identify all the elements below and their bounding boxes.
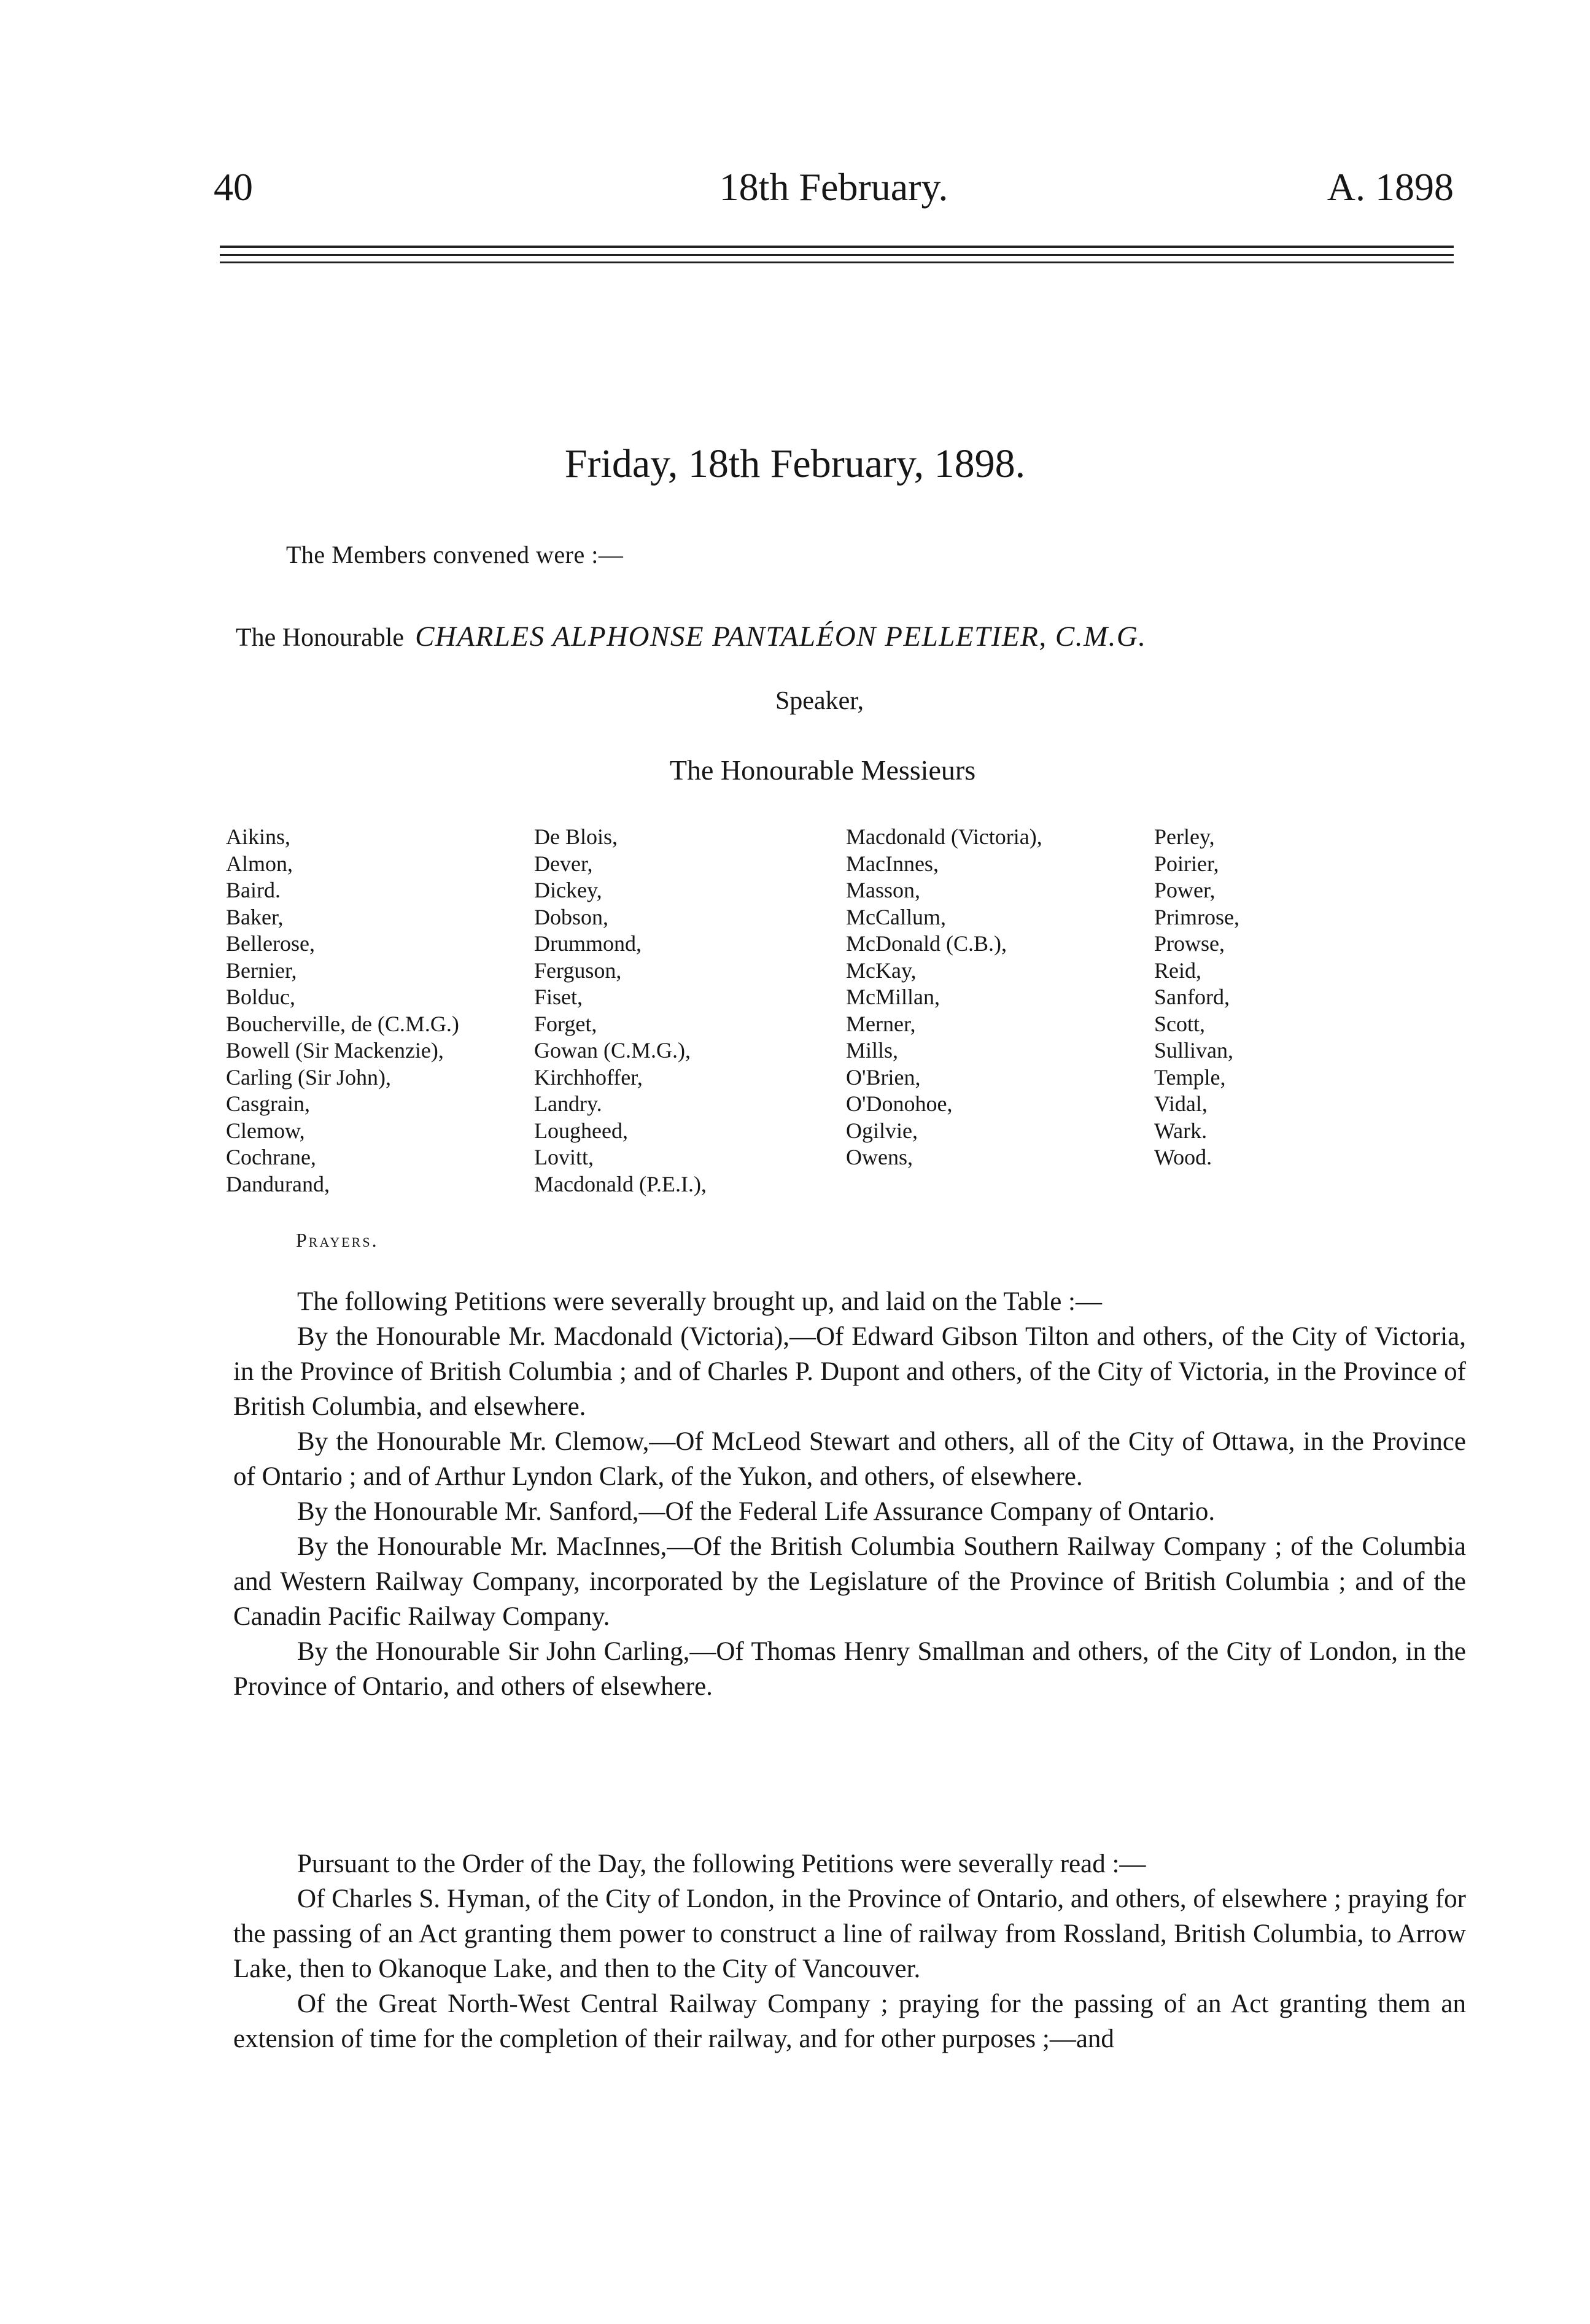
petitions-read-lead: Pursuant to the Order of the Day, the following Petitions were severally read :— [297, 1850, 1146, 1878]
member-name: Ogilvie, [846, 1118, 918, 1143]
member-name: Bernier, [226, 958, 297, 983]
petition-paragraph: By the Honourable Mr. Clemow,—Of McLeod Stewart and others, all of the City of Ottawa, in the Province of Ontario ; and of Arthur Lyndon Clark, of the Yukon, and others, of elsewhere. [233, 1427, 1466, 1491]
member-name: Temple, [1154, 1064, 1226, 1090]
member-name: Perley, [1154, 824, 1215, 849]
member-name: Vidal, [1154, 1091, 1208, 1116]
member-name: Bowell (Sir Mackenzie), [226, 1038, 444, 1063]
petition-paragraph: Of Charles S. Hyman, of the City of London, in the Province of Ontario, and others, of elsewhere ; praying for the passing of an Act granting them power to construct a line of railway from Rossland, British Columbia, to Arrow Lake, then to Okanoque Lake, and then to the City of Vancouver. [233, 1884, 1466, 1983]
member-name: Dobson, [534, 904, 609, 929]
member-name: Bolduc, [226, 985, 295, 1009]
member-name: De Blois, [534, 824, 618, 849]
petition-paragraph: By the Honourable Mr. MacInnes,—Of the British Columbia Southern Railway Company ; of the Columbia and Western Railway Company, incorporated by the Legislature of the Province of British Columbia ; and of the Canadin Pacific Railway Company. [233, 1532, 1466, 1631]
prayers-heading: Prayers. [296, 1229, 379, 1251]
header-date: 18th February. [719, 165, 948, 209]
member-name: Almon, [226, 851, 293, 876]
petition-paragraph: By the Honourable Mr. Macdonald (Victoria),—Of Edward Gibson Tilton and others, of the City of Victoria, in the Province of British Columbia ; and of Charles P. Dupont and others, of the City of Victoria, in the Province of British Columbia, and elsewhere. [233, 1322, 1466, 1421]
member-name: McMillan, [846, 985, 940, 1009]
member-name: Gowan (C.M.G.), [534, 1038, 691, 1063]
member-name: Aikins, [226, 824, 291, 849]
members-list [226, 824, 1331, 1196]
member-name: Scott, [1154, 1011, 1206, 1036]
members-column-3 [846, 824, 1042, 1171]
member-name: Reid, [1154, 958, 1201, 983]
member-name: Lougheed, [534, 1118, 628, 1143]
intro-line: The Members convened were :— [286, 541, 624, 568]
member-name: Owens, [846, 1145, 913, 1169]
day-title: Friday, 18th February, 1898. [564, 441, 1026, 486]
member-name: Fiset, [534, 985, 583, 1009]
running-header [214, 165, 1454, 220]
speaker-line [236, 620, 1464, 653]
members-column-4 [1154, 824, 1239, 1171]
member-name: Prowse, [1154, 931, 1225, 956]
member-name: Kirchhoffer, [534, 1064, 643, 1090]
member-name: Boucherville, de (C.M.G.) [226, 1011, 459, 1036]
member-name: McDonald (C.B.), [846, 931, 1007, 956]
member-name: Wark. [1154, 1118, 1208, 1143]
member-name: Sanford, [1154, 985, 1230, 1009]
member-name: Poirier, [1154, 851, 1219, 876]
member-name: Macdonald (P.E.I.), [534, 1171, 707, 1196]
petitions-presented-lead: The following Petitions were severally brought up, and laid on the Table :— [297, 1287, 1102, 1316]
member-name: Cochrane, [226, 1145, 316, 1169]
member-name: McCallum, [846, 904, 946, 929]
members-column-1 [226, 824, 459, 1198]
petition-paragraph: By the Honourable Sir John Carling,—Of Thomas Henry Smallman and others, of the City of London, in the Province of Ontario, and others of elsewhere. [233, 1637, 1466, 1701]
header-rule [220, 261, 1454, 263]
member-name: Power, [1154, 878, 1216, 902]
header-year: A. 1898 [1327, 165, 1454, 209]
member-name: Carling (Sir John), [226, 1064, 391, 1090]
member-name: Clemow, [226, 1118, 305, 1143]
member-name: Wood. [1154, 1145, 1212, 1169]
petitions-presented [233, 1284, 1466, 1704]
petitions-read [233, 1846, 1466, 2056]
member-name: Lovitt, [534, 1145, 594, 1169]
member-name: Ferguson, [534, 958, 622, 983]
member-name: Dandurand, [226, 1171, 330, 1196]
member-name: Landry. [534, 1091, 602, 1116]
member-name: Sullivan, [1154, 1038, 1234, 1063]
speaker-name: CHARLES ALPHONSE PANTALÉON PELLETIER, C.M.G. [415, 621, 1147, 653]
petition-paragraph: By the Honourable Mr. Sanford,—Of the Federal Life Assurance Company of Ontario. [297, 1497, 1216, 1526]
member-name: Casgrain, [226, 1091, 310, 1116]
member-name: Bellerose, [226, 931, 315, 956]
member-name: MacInnes, [846, 851, 939, 876]
members-column-2 [534, 824, 707, 1198]
member-name: Forget, [534, 1011, 597, 1036]
member-name: Dickey, [534, 878, 602, 902]
messieurs-heading: The Honourable Messieurs [669, 754, 976, 786]
speaker-title: Speaker, [775, 687, 864, 715]
member-name: Macdonald (Victoria), [846, 824, 1042, 849]
member-name: Baird. [226, 878, 281, 902]
page-number: 40 [214, 165, 253, 209]
member-name: Merner, [846, 1011, 916, 1036]
member-name: Mills, [846, 1038, 899, 1063]
header-rule [220, 254, 1454, 256]
member-name: Drummond, [534, 931, 642, 956]
petition-paragraph: Of the Great North-West Central Railway Company ; praying for the passing of an Act granting them an extension of time for the completion of their railway, and for other purposes ;—and [233, 1989, 1466, 2053]
speaker-prefix: The Honourable [236, 624, 405, 652]
member-name: Primrose, [1154, 904, 1239, 929]
member-name: O'Donohoe, [846, 1091, 953, 1116]
member-name: Dever, [534, 851, 593, 876]
member-name: McKay, [846, 958, 917, 983]
header-rule [220, 246, 1454, 248]
member-name: Masson, [846, 878, 921, 902]
member-name: O'Brien, [846, 1064, 921, 1090]
member-name: Baker, [226, 904, 284, 929]
